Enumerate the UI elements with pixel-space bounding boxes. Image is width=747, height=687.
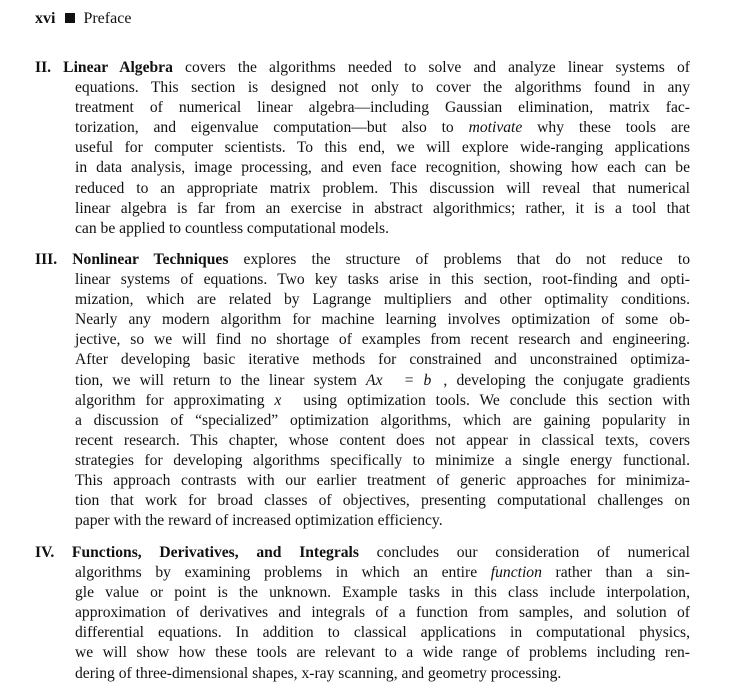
text-line [75,118,690,138]
text-line [75,350,690,370]
text-segment: useful for computer scientists. To this end, we will explore wide-ranging applications [75,139,690,157]
text-line [75,623,690,643]
text-segment: , developing the conjugate gradients [443,371,691,389]
page-number: xvi [35,10,56,27]
text-segment: tion that work for broad classes of objectives, presenting computational challenges on [75,492,690,510]
text-segment: linear systems of equations. Two key tasks arise in this section, root-finding and opti- [75,271,690,289]
text-line [35,543,690,563]
text-segment: covers the algorithms needed to solve and analyze linear systems of [172,59,690,76]
text-segment: gle value or point is the unknown. Example tasks in this class include interpolation, [75,584,690,602]
text-line [75,330,690,350]
text-segment: reduced to an appropriate matrix problem. This discussion will reveal that numerical [75,179,690,197]
text-line [75,138,690,158]
chapter-title: Preface [83,10,132,27]
text-segment: approximation of derivatives and integrals of a function from samples, and solution of [75,604,690,622]
text-segment: torization, and eigenvalue computation—but also to [75,119,469,137]
text-line [75,511,690,531]
text-line [75,583,690,603]
text-line [75,603,690,623]
text-segment: a discussion of “specialized” optimization algorithms, which are gaining popularity in [75,411,690,429]
text-line [35,250,690,270]
text-segment: After developing basic iterative methods for constrained and unconstrained optimiza- [75,351,690,369]
text-line [75,391,690,411]
section-nonlinear-techniques [35,250,690,531]
text-line [75,219,690,239]
square-bullet-icon [65,13,75,23]
text-segment: jective, so we will find no shortage of examples from recent research and engineering. [75,331,690,349]
text-segment: algorithms by examining problems in which an entire [75,564,491,582]
text-segment: treatment of numerical linear algebra—including Gaussian elimination, matrix fac- [75,99,690,117]
text-segment: algorithm for approximating [75,391,275,409]
emphasis-text: function [490,564,542,582]
text-line [75,179,690,199]
text-segment: explores the structure of problems that do not reduce to [228,251,690,268]
text-segment: strategies for developing algorithms specifically to minimize a single energy functional. [75,451,690,469]
section-functions-derivatives-integrals [35,543,690,684]
text-line [75,158,690,178]
text-segment: why these tools are [522,119,690,137]
text-line [75,411,690,431]
text-segment: we will show how these tools are relevant to a wide range of problems including ren- [75,644,690,662]
text-line [75,270,690,290]
text-segment: can be applied to countless computational models. [75,219,389,237]
text-segment: rather than a sin- [541,564,690,582]
text-line [75,98,690,118]
text-line [75,371,690,391]
text-segment: paper with the reward of increased optimization efficiency. [75,512,443,530]
text-line [75,290,690,310]
text-segment: Nearly any modern algorithm for machine learning involves optimization of some ob- [75,311,690,329]
text-segment: concludes our consideration of numerical [358,544,690,561]
item-heading: III. Nonlinear Techniques [35,251,229,268]
text-segment: tion, we will return to the linear system [75,371,367,389]
text-segment: recent research. This chapter, whose content does not appear in classical texts, covers [75,431,690,449]
emphasis-text: motivate [468,119,523,137]
text-line [75,471,690,491]
math-expression: x⃗ [274,391,294,409]
text-line [75,664,690,684]
item-heading: II. Linear Algebra [35,59,173,76]
item-heading: IV. Functions, Derivatives, and Integrals [35,544,359,561]
text-segment: differential equations. In addition to classical applications in computational physics, [75,624,690,642]
section-linear-algebra [35,58,690,239]
text-segment: linear algebra is far from an exercise in abstract algorithmics; rather, it is a tool that [75,199,690,217]
text-segment: in data analysis, image processing, and even face recognition, showing how each can be [75,159,690,177]
text-segment: equations. This section is designed not only to cover the algorithms found in any [75,79,690,97]
text-line [75,431,690,451]
text-line [75,451,690,471]
text-line [75,491,690,511]
text-line [75,78,690,98]
math-expression: Ax⃗ = b⃗ [366,371,444,389]
text-line [75,199,690,219]
text-line [75,643,690,663]
text-line [75,563,690,583]
text-line [75,310,690,330]
text-segment: mization, which are related by Lagrange multipliers and other optimality conditions. [75,291,690,309]
text-segment: dering of three-dimensional shapes, x-ray scanning, and geometry processing. [75,664,562,682]
text-line [35,58,690,78]
running-header [35,10,131,28]
text-segment: using optimization tools. We conclude this section with [293,391,691,409]
text-segment: This approach contrasts with our earlier treatment of generic approaches for minimiza- [75,472,690,490]
